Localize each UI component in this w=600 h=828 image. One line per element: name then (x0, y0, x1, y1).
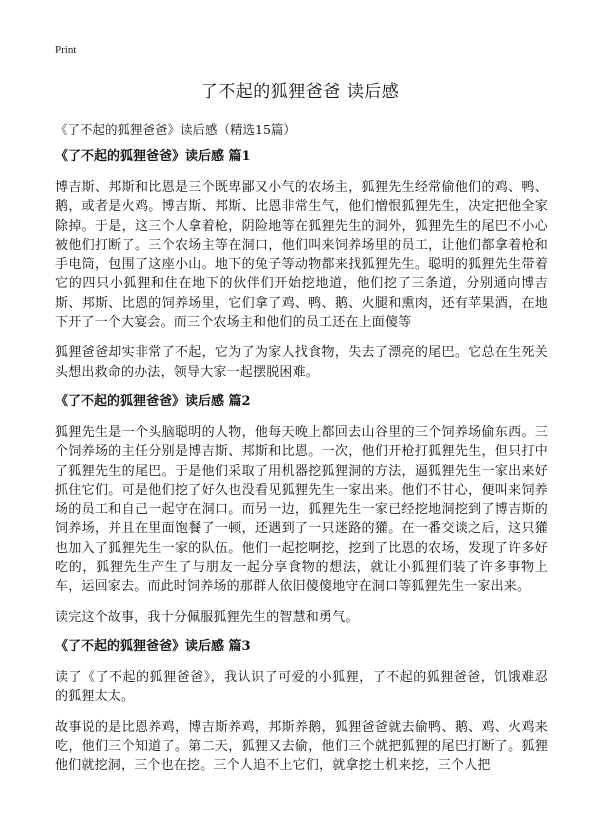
section-heading: 《了不起的狐狸爸爸》读后感 篇1 (55, 149, 251, 164)
section-3 (55, 638, 548, 775)
print-label: Print (55, 44, 77, 56)
section-1 (55, 148, 548, 382)
paragraph: 博吉斯、邦斯和比恩是三个既卑鄙又小气的农场主，狐狸先生经常偷他们的鸡、鸭、鹅，或者是火鸡。博吉斯、邦斯、比恩非常生气，他们憎恨狐狸先生，决定把他全家除掉。于是，这三个人拿着枪，阴险地等在狐狸先生的洞外，狐狸先生的尾巴不小心被他们打断了。三个农场主等在洞口，他们叫来饲养场里的员工，让他们都拿着枪和手电筒，包围了这座小山。地下的兔子等动物都来找狐狸先生。聪明的狐狸先生带着它的四只小狐狸和住在地下的伙伴们开始挖地道，他们挖了三条道，分别通向博吉斯、邦斯、比恩的饲养场里，它们拿了鸡、鸭、鹅、火腿和熏肉，还有苹果酒，在地下开了一个大宴会。而三个农场主和他们的员工还在上面傻等 (55, 180, 548, 331)
article-body (55, 148, 548, 786)
paragraph: 读完这个故事，我十分佩服狐狸先生的智慧和勇气。 (55, 609, 359, 625)
paragraph: 狐狸爸爸却实非常了不起，它为了为家人找食物，失去了漂亮的尾巴。它总在生死关头想出救命的办法，领导大家一起摆脱困难。 (55, 345, 548, 380)
section-heading: 《了不起的狐狸爸爸》读后感 篇2 (55, 393, 251, 409)
page-title: 了不起的狐狸爸爸 读后感 (200, 82, 400, 102)
section-heading: 《了不起的狐狸爸爸》读后感 篇3 (55, 638, 251, 654)
paragraph: 狐狸先生是一个头脑聪明的人物，他每天晚上都回去山谷里的三个饲养场偷东西。三个饲养场的主任分别是博吉斯、邦斯和比恩。一次，他们开枪打狐狸先生，但只打中了狐狸先生的尾巴。于是他们采取了用机器挖狐狸洞的方法，逼狐狸先生一家出来好抓住它们。可是他们挖了好久也没看见狐狸先生一家出来。他们不甘心，便叫来饲养场的员工和自己一起守在洞口。而另一边，狐狸先生一家已经挖地洞挖到了博吉斯的饲养场，并且在里面饱餐了一顿，还遇到了一只迷路的獾。在一番交谈之后，这只獾也加入了狐狸先生一家的队伍。他们一起挖啊挖，挖到了比恩的农场，发现了许多好吃的，狐狸先生产生了与朋友一起分享食物的想法，就让小狐狸们装了许多事物上车，运回家去。而此时饲养场的那群人依旧傻傻地守在洞口等狐狸先生一家出来。 (55, 424, 548, 595)
section-2 (55, 393, 548, 627)
paragraph: 读了《了不起的狐狸爸爸》，我认识了可爱的小狐狸，了不起的狐狸爸爸，饥饿难忍的狐狸太太。 (55, 669, 548, 705)
paragraph: 故事说的是比恩养鸡，博吉斯养鸡，邦斯养鹅，狐狸爸爸就去偷鸭、鹅、鸡、火鸡来吃，他们三个知道了。第二天，狐狸又去偷，他们三个就把狐狸的尾巴打断了。狐狸他们就挖洞，三个也在挖。三个人追不上它们，就拿挖土机来挖，三个人把 (55, 719, 548, 774)
document-subtitle: 《了不起的狐狸爸爸》读后感（精选15篇） (55, 122, 296, 137)
